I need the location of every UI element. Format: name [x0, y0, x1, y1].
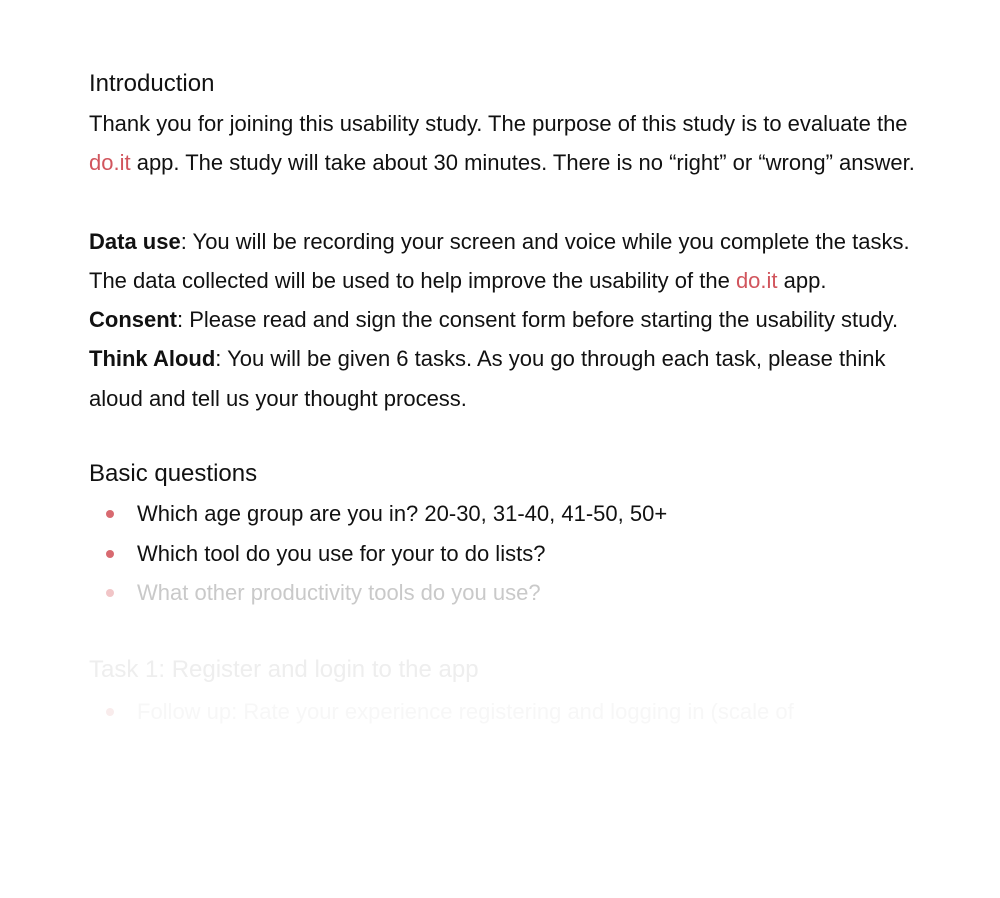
- followup-text: Follow up: Rate your experience registering and logging in (scale of: [137, 698, 794, 724]
- introduction-paragraph: [89, 104, 919, 183]
- consent-label: Consent: [89, 307, 177, 333]
- consent-text: : Please read and sign the consent form before starting the usability study.: [177, 307, 899, 333]
- bullet-icon: [106, 589, 114, 597]
- app-name: do.it: [735, 267, 778, 293]
- spacer: [89, 183, 919, 222]
- question-text: Which age group are you in? 20-30, 31-40, 41-50, 50+: [137, 501, 668, 527]
- think-aloud-text: : You will be given 6 tasks. As you go through each task, please think aloud and tell us your thought process.: [89, 346, 886, 411]
- data-use-paragraph: [89, 222, 919, 301]
- intro-text-end: app. The study will take about 30 minutes. There is no “right” or “wrong” answer.: [130, 150, 915, 176]
- list-item: [89, 534, 919, 574]
- spacer: [89, 418, 919, 454]
- basic-questions-heading: Basic questions: [89, 460, 258, 488]
- bullet-icon: [106, 510, 114, 518]
- study-document: [89, 64, 919, 731]
- task-1-heading: Task 1: Register and login to the app: [89, 655, 479, 683]
- basic-questions-list: [89, 494, 919, 613]
- think-aloud-paragraph: [89, 339, 919, 418]
- question-text: What other productivity tools do you use?: [137, 580, 541, 606]
- think-aloud-label: Think Aloud: [89, 346, 216, 372]
- app-name: do.it: [89, 150, 131, 176]
- list-item: [89, 494, 919, 534]
- data-use-label: Data use: [89, 228, 181, 254]
- task-1-list: [89, 692, 919, 732]
- list-item: [89, 692, 919, 732]
- consent-paragraph: [89, 300, 919, 339]
- data-use-text-start: : You will be recording your screen and voice while you complete the tasks. The data collected will be used to help improve the usability of the: [89, 228, 910, 293]
- bullet-icon: [106, 708, 114, 716]
- introduction-heading: Introduction: [89, 70, 215, 97]
- intro-text-start: Thank you for joining this usability study. The purpose of this study is to evaluate the: [89, 111, 908, 136]
- list-item: [89, 573, 919, 613]
- data-use-text-end: app.: [777, 267, 827, 293]
- bullet-icon: [106, 550, 114, 558]
- question-text: Which tool do you use for your to do lists?: [137, 540, 546, 566]
